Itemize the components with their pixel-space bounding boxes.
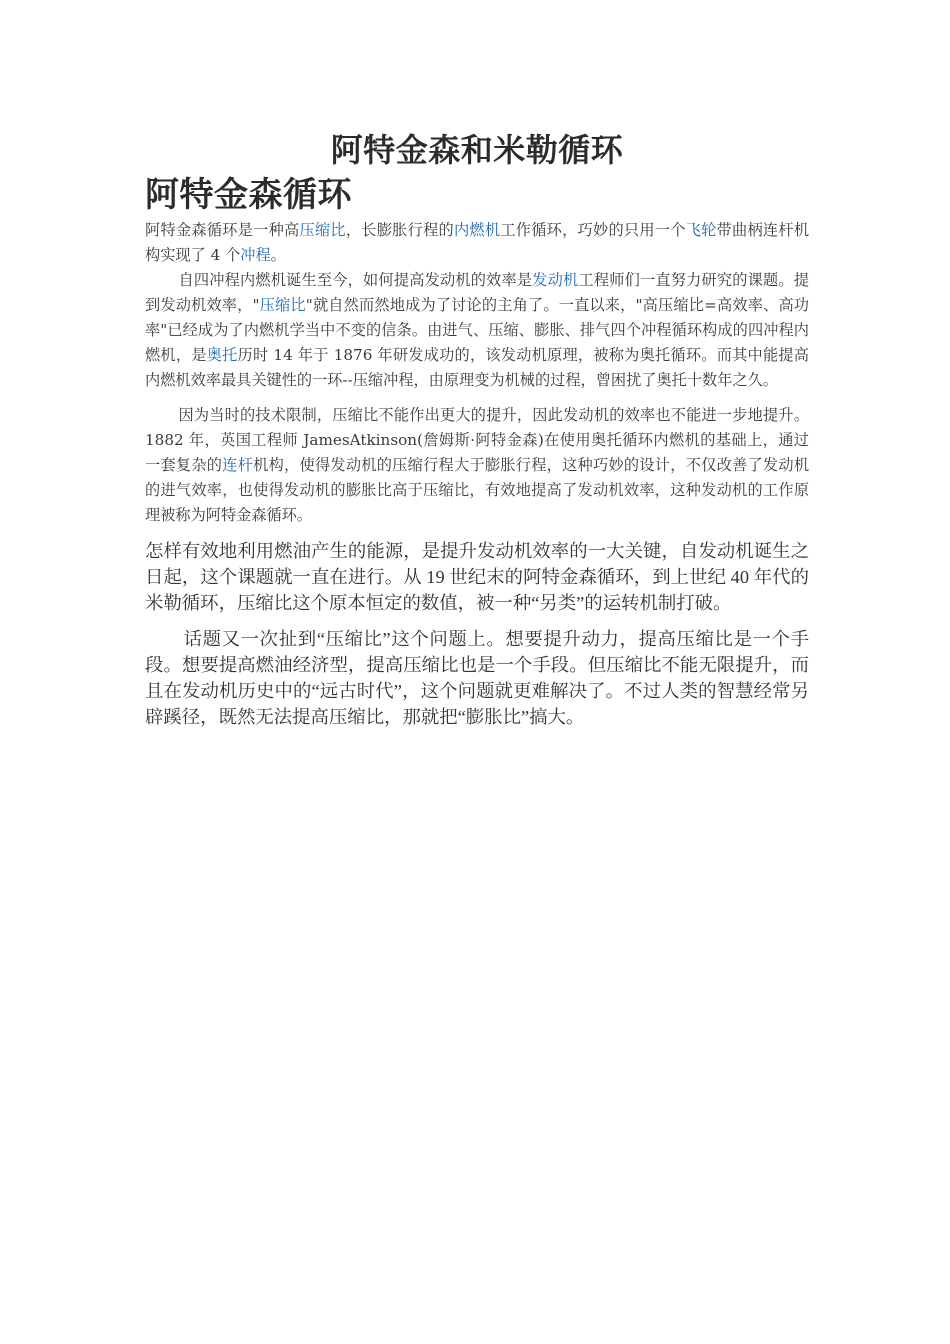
otto-history-paragraph [145,268,809,393]
paragraph-gap [145,528,809,538]
link-internal-combustion-engine[interactable]: 内燃机 [453,221,501,239]
intro-text-2: ，长膨胀行程的 [345,221,454,239]
para3-text-1: 因为当时的技术限制，压缩比不能作出更大的提升，因此发动机的效率也不能进一步地提升。1882 年，英国工程师 JamesAtkinson(詹姆斯·阿特金森)在使用奥托循环内燃机的基础上，通过一套复杂的 [145,406,809,474]
link-stroke[interactable]: 冲程 [240,246,271,264]
link-compression-ratio[interactable]: 压缩比 [299,221,346,239]
paragraph-gap [145,616,809,626]
para2-text-1: 自四冲程内燃机诞生至今，如何提高发动机的效率是 [178,271,533,289]
document-title: 阿特金森和米勒循环 [330,131,624,169]
intro-text-4: 带曲柄连杆机构实现了 4 个 [145,221,810,264]
atkinson-history-paragraph [145,403,809,528]
expansion-ratio-paragraph: 话题又一次扯到“压缩比”这个问题上。想要提升动力，提高压缩比是一个手段。想要提高燃油经济型，提高压缩比也是一个手段。但压缩比不能无限提升，而且在发动机历史中的“远古时代”，这个问题就更难解决了。不过人类的智慧经常另辟蹊径，既然无法提高压缩比，那就把“膨胀比”搞大。 [145,629,809,727]
efficiency-paragraph: 怎样有效地利用燃油产生的能源，是提升发动机效率的一大关键，自发动机诞生之日起，这个课题就一直在进行。从 19 世纪末的阿特金森循环，到上世纪 40 年代的米勒循环，压缩比这个原本恒定的数值，被一种“另类”的运转机制打破。 [145,541,809,613]
para2-text-4: 历时 14 年于 1876 年研发成功的，该发动机原理，被称为奥托循环。而其中能提高内燃机效率最具关键性的一环--压缩冲程，由原理变为机械的过程，曾困扰了奥托十数年之久。 [145,346,809,389]
section-heading: 阿特金森循环 [145,175,352,215]
link-engine[interactable]: 发动机 [532,271,579,289]
document-page [145,128,809,730]
paragraph-gap [145,393,809,403]
link-otto[interactable]: 奥托 [206,346,238,364]
link-flywheel[interactable]: 飞轮 [685,221,717,239]
link-connecting-rod[interactable]: 连杆 [222,456,254,474]
intro-paragraph [145,218,809,268]
intro-text-3: 工作循环，巧妙的只用一个 [500,221,686,239]
intro-text-1: 阿特金森循环是一种高 [145,221,300,239]
intro-text-5: 。 [270,246,286,264]
para3-text-2: 机构，使得发动机的压缩行程大于膨胀行程，这种巧妙的设计，不仅改善了发动机的进气效率，也使得发动机的膨胀比高于压缩比，有效地提高了发动机效率，这种发动机的工作原理被称为阿特金森循环。 [145,456,810,524]
link-compression-ratio-2[interactable]: 压缩比 [259,296,306,314]
para2-text-2: 工程师们一直努力研究的课题。提到发动机效率，" [145,271,810,314]
para2-text-3: "就自然而然地成为了讨论的主角了。一直以来，"高压缩比=高效率、高功率"已经成为了内燃机学当中不变的信条。由进气、压缩、膨胀、排气四个冲程循环构成的四冲程内燃机，是 [145,296,809,364]
